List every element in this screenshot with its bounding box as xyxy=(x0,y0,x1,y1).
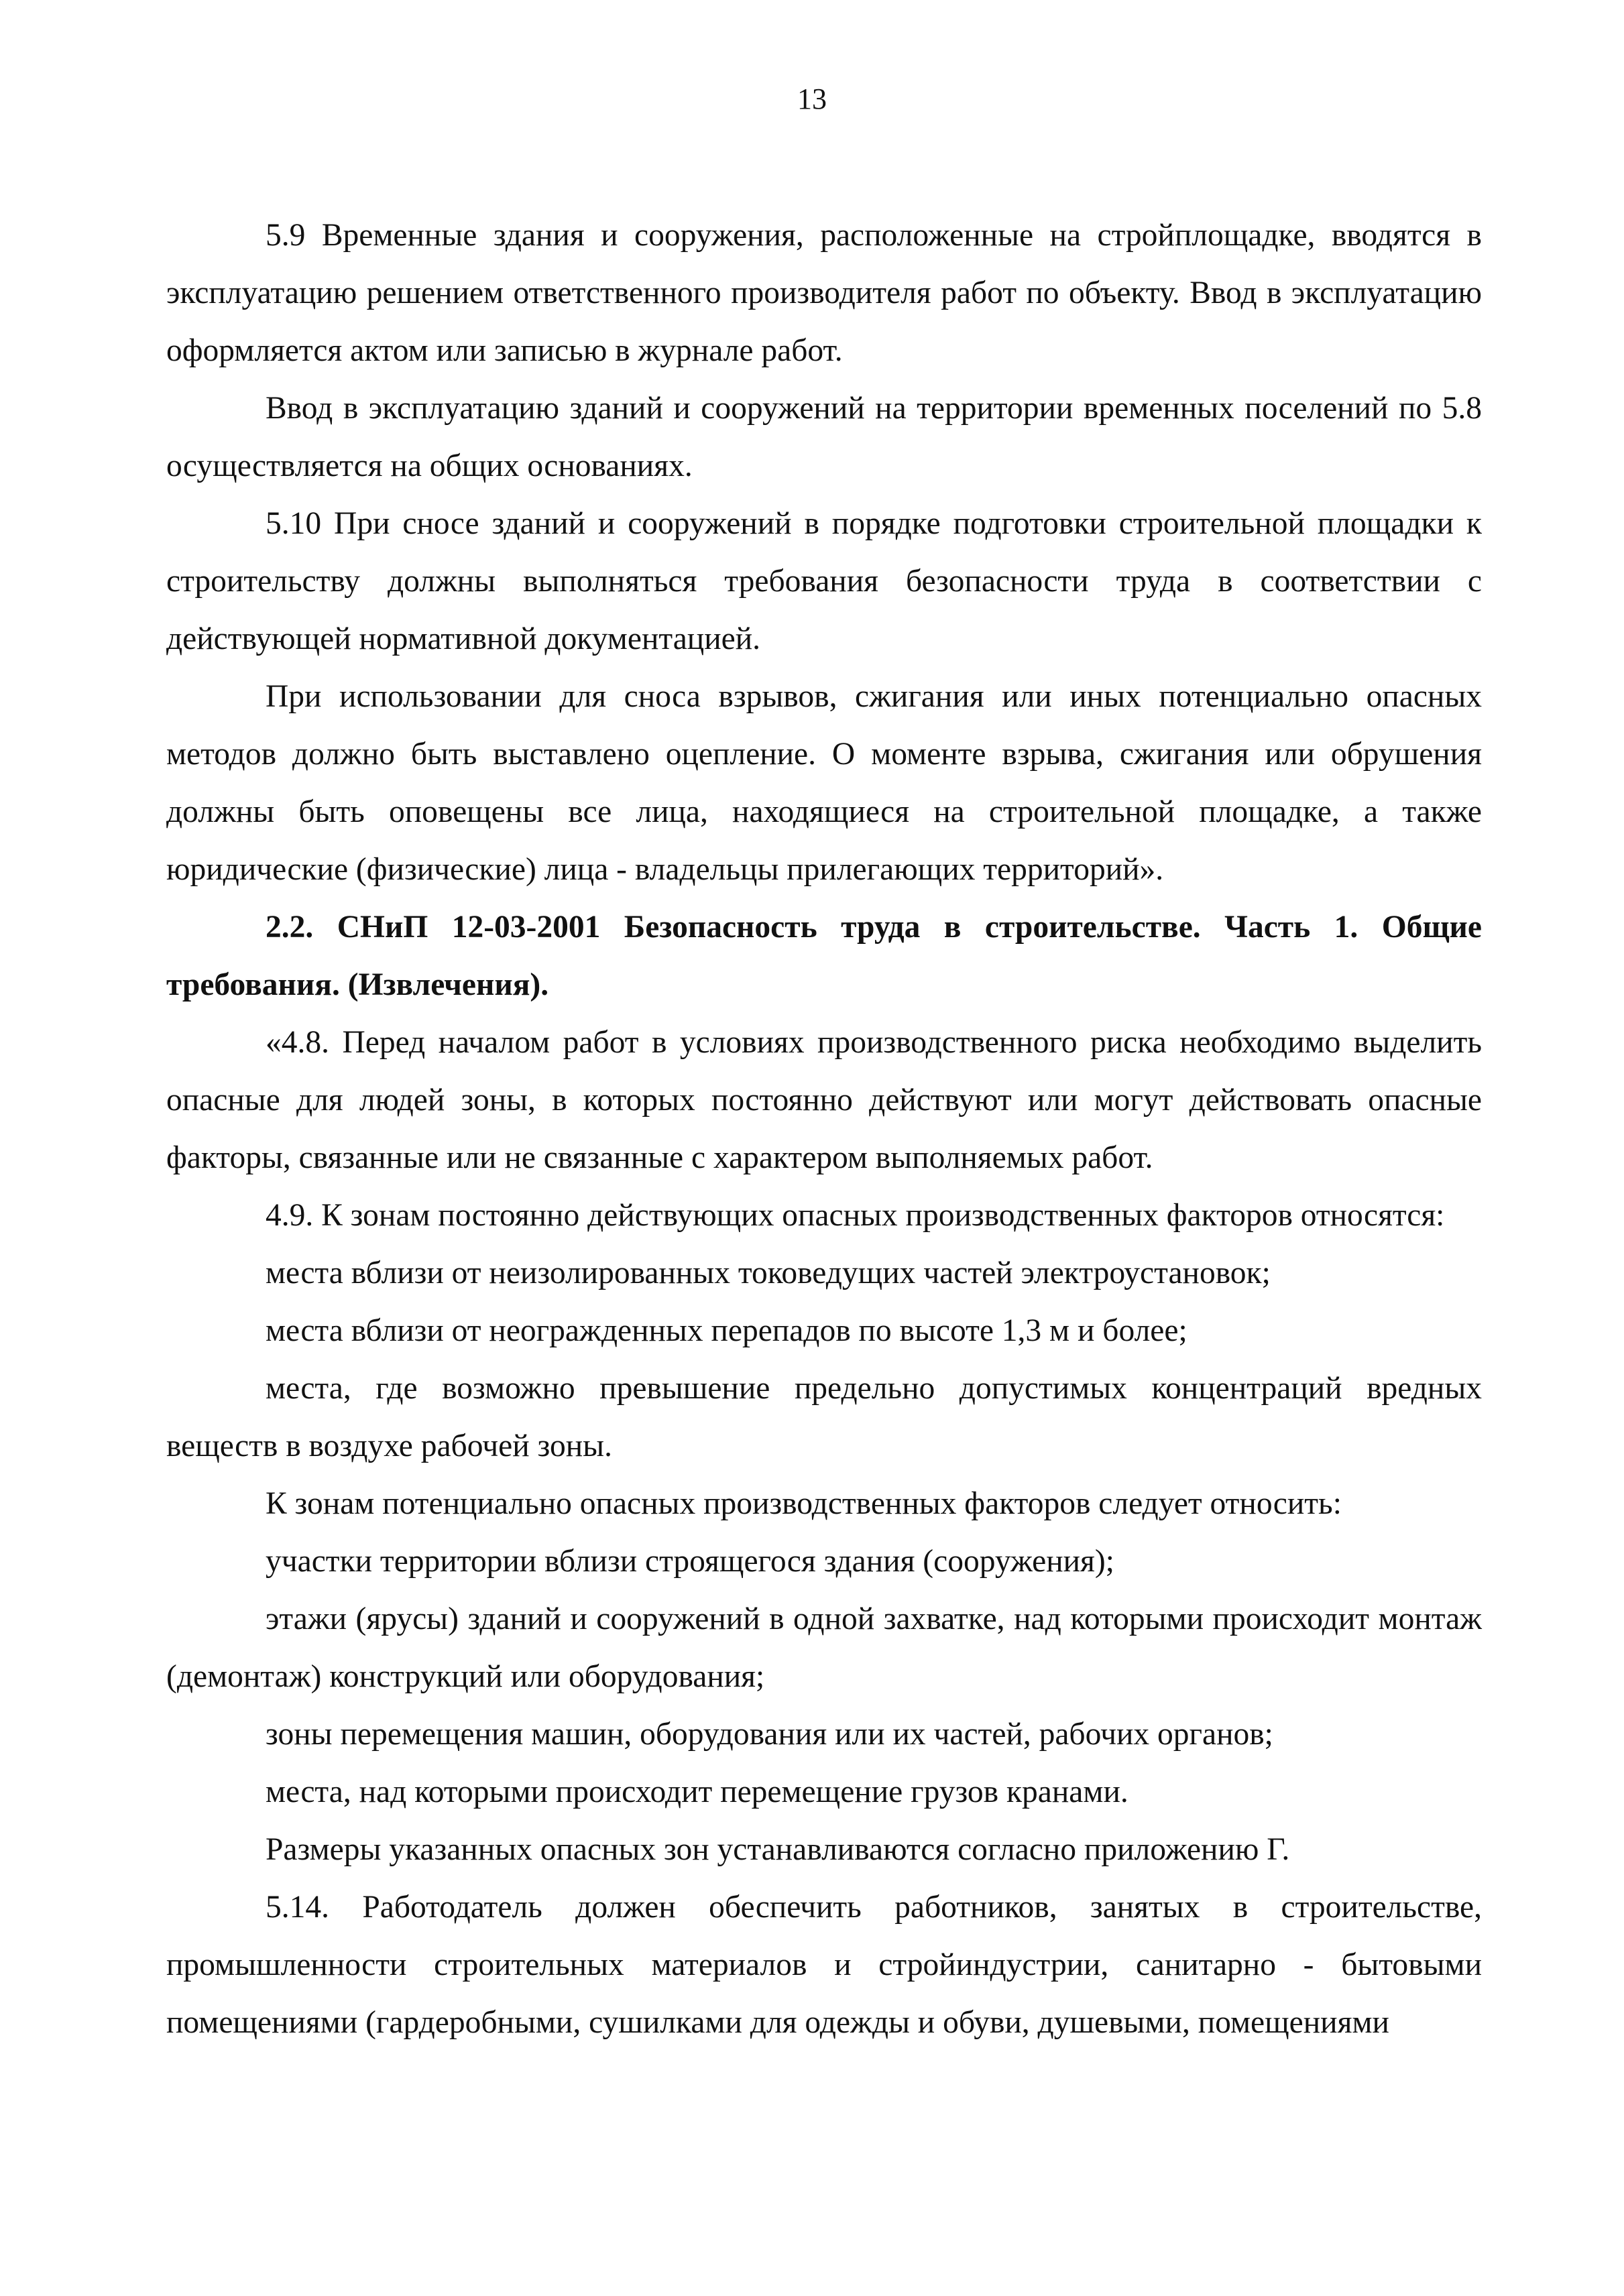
section-heading-2-2: 2.2. СНиП 12-03-2001 Безопасность труда в строительстве. Часть 1. Общие требования. (Извлечения). xyxy=(166,910,1482,1002)
paragraph-5-10: 5.10 При сносе зданий и сооружений в порядке подготовки строительной площадки к строительству должны выполняться требования безопасности труда в соответствии с действующей нормативной документацией. xyxy=(166,506,1482,656)
list-item: зоны перемещения машин, оборудования или их частей, рабочих органов; xyxy=(266,1717,1273,1752)
paragraph-zone-sizes: Размеры указанных опасных зон устанавливаются согласно приложению Г. xyxy=(266,1832,1290,1867)
list-item: места, где возможно превышение предельно допустимых концентраций вредных веществ в воздухе рабочей зоны. xyxy=(166,1371,1482,1463)
document-body xyxy=(166,206,1482,2051)
list-item: места вблизи от неизолированных токоведущих частей электроустановок; xyxy=(266,1256,1271,1290)
paragraph-demolition: При использовании для сноса взрывов, сжигания или иных потенциально опасных методов должно быть выставлено оцепление. О моменте взрыва, сжигания или обрушения должны быть оповещены все лица, находящиеся на строительной площадке, а также юридические (физические) лица - владельцы прилегающих территорий». xyxy=(166,679,1482,887)
paragraph-potential-zones: К зонам потенциально опасных производственных факторов следует относить: xyxy=(266,1486,1342,1521)
page-number: 13 xyxy=(797,82,827,115)
paragraph-4-9: 4.9. К зонам постоянно действующих опасных производственных факторов относятся: xyxy=(266,1198,1445,1233)
paragraph-5-14: 5.14. Работодатель должен обеспечить работников, занятых в строительстве, промышленности строительных материалов и стройиндустрии, санитарно - бытовыми помещениями (гардеробными, сушилками для одежды и обуви, душевыми, помещениями xyxy=(166,1890,1482,2040)
list-item: этажи (ярусы) зданий и сооружений в одной захватке, над которыми происходит монтаж (демонтаж) конструкций или оборудования; xyxy=(166,1602,1482,1694)
list-item: места, над которыми происходит перемещение грузов кранами. xyxy=(266,1774,1128,1809)
list-item: участки территории вблизи строящегося здания (сооружения); xyxy=(266,1544,1114,1579)
list-item: места вблизи от неогражденных перепадов по высоте 1,3 м и более; xyxy=(266,1313,1187,1348)
paragraph-4-8: «4.8. Перед началом работ в условиях производственного риска необходимо выделить опасные для людей зоны, в которых постоянно действуют или могут действовать опасные факторы, связанные или не связанные с характером выполняемых работ. xyxy=(166,1025,1482,1175)
paragraph-commissioning: Ввод в эксплуатацию зданий и сооружений на территории временных поселений по 5.8 осуществляется на общих основаниях. xyxy=(166,391,1482,483)
paragraph-5-9: 5.9 Временные здания и сооружения, расположенные на стройплощадке, вводятся в эксплуатацию решением ответственного производителя работ по объекту. Ввод в эксплуатацию оформляется актом или записью в журнале работ. xyxy=(166,218,1482,368)
